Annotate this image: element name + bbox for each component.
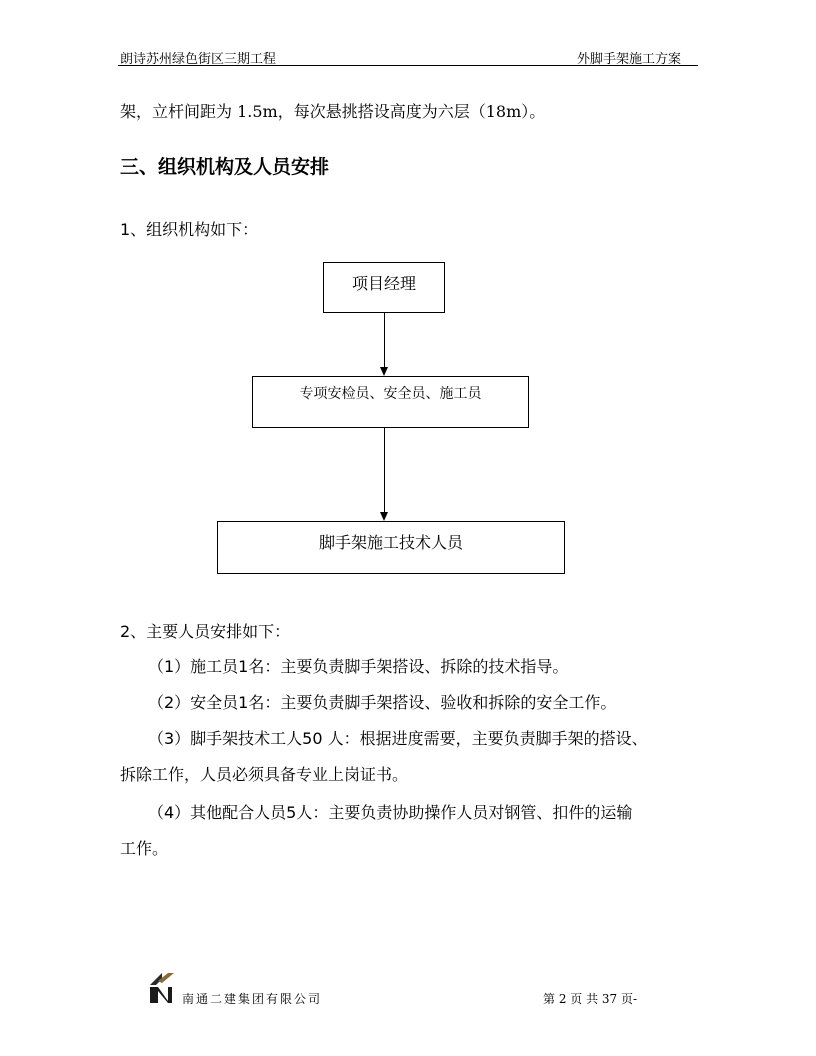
staff-item-technicians: （3）脚手架技术工人50 人：根据进度需要，主要负责脚手架的搭设、 bbox=[148, 729, 648, 748]
arrow-down-icon bbox=[380, 367, 388, 376]
footer-page-number: 第 2 页 共 37 页- bbox=[543, 992, 638, 1006]
org-box-safety-staff bbox=[252, 376, 529, 428]
staff-item-support: （4）其他配合人员5人：主要负责协助操作人员对钢管、扣件的运输 bbox=[148, 803, 633, 822]
org-box-label: 专项安检员、安全员、施工员 bbox=[299, 386, 482, 402]
arrow-down-icon bbox=[380, 512, 388, 521]
section-title: 三、组织机构及人员安排 bbox=[120, 156, 330, 178]
connector-line bbox=[384, 428, 385, 512]
company-logo-icon bbox=[148, 971, 176, 1005]
subsection-staffing: 2、主要人员安排如下： bbox=[120, 622, 291, 641]
staff-item-technicians-cont: 拆除工作，人员必须具备专业上岗证书。 bbox=[120, 765, 409, 784]
org-box-label: 脚手架施工技术人员 bbox=[318, 533, 463, 552]
header-document-title: 外脚手架施工方案 bbox=[577, 52, 682, 67]
subsection-org-structure: 1、组织机构如下： bbox=[120, 220, 259, 239]
paragraph-continuation: 架，立杆间距为 1.5m，每次悬挑搭设高度为六层（18m）。 bbox=[120, 102, 546, 121]
org-box-scaffold-technicians bbox=[217, 521, 565, 574]
staff-item-support-cont: 工作。 bbox=[120, 839, 169, 858]
header-project-name: 朗诗苏州绿色街区三期工程 bbox=[120, 52, 277, 67]
staff-item-safety-officer: （2）安全员1名：主要负责脚手架搭设、验收和拆除的安全工作。 bbox=[148, 693, 617, 712]
org-box-project-manager bbox=[323, 262, 445, 313]
staff-item-constructor: （1）施工员1名：主要负责脚手架搭设、拆除的技术指导。 bbox=[148, 657, 569, 676]
footer-company-name: 南通二建集团有限公司 bbox=[182, 992, 323, 1006]
org-box-label: 项目经理 bbox=[351, 274, 416, 293]
header-rule bbox=[118, 65, 698, 66]
connector-line bbox=[384, 313, 385, 367]
